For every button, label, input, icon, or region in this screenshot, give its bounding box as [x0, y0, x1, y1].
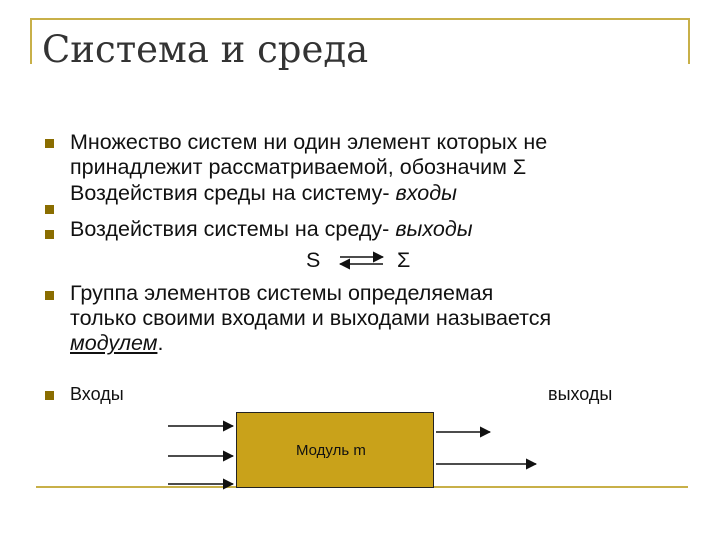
bullet-1-line-1: Множество систем ни один элемент которых не: [70, 130, 548, 154]
bullet-4-tail: .: [157, 331, 164, 355]
relation-left-symbol: S: [306, 248, 321, 272]
bullet-3-italic: выходы: [395, 217, 473, 241]
bullet-1-line-2: принадлежит рассматриваемой, обозначим Σ: [70, 155, 527, 179]
slide-title: Система и среда: [42, 28, 369, 71]
bullet-4-line-1: Группа элементов системы определяемая: [70, 281, 494, 305]
outputs-label: выходы: [548, 384, 613, 404]
module-label: Модуль m: [296, 442, 366, 459]
bullet-4-italic: модулем: [70, 331, 158, 355]
relation-right-symbol: Σ: [397, 248, 411, 272]
inputs-label: Входы: [70, 384, 124, 404]
bullet-3-text: Воздействия системы на среду-: [70, 217, 396, 241]
bullet-4-line-2: только своими входами и выходами называется: [70, 306, 552, 330]
bullet-2-text: Воздействия среды на систему-: [70, 181, 396, 205]
bullet-2-italic: входы: [395, 181, 457, 205]
